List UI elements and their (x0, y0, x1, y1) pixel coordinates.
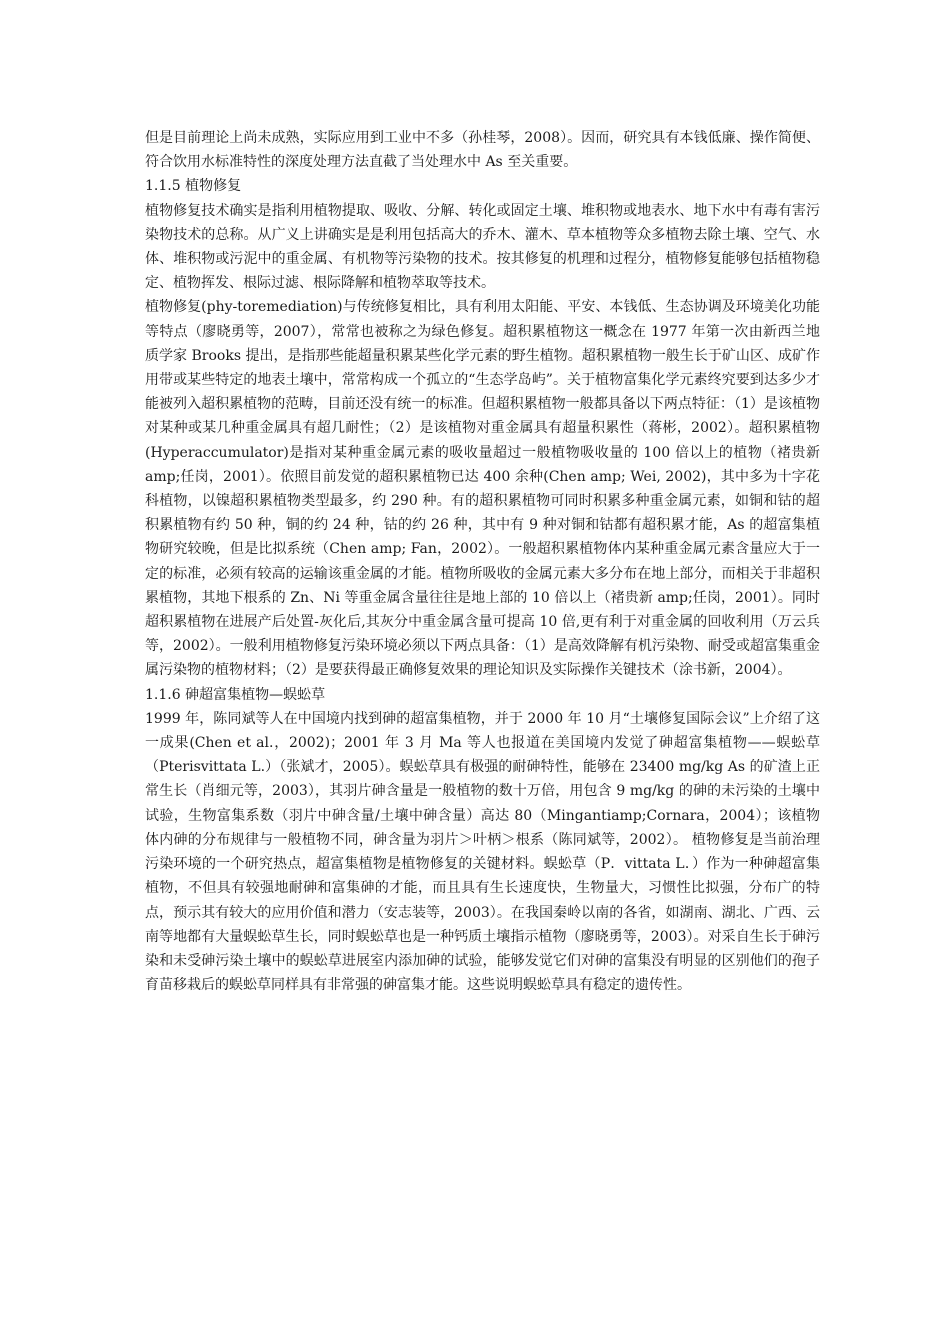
paragraph-phytoremediation-definition: 植物修复技术确实是指利用植物提取、吸收、分解、转化或固定土壤、堆积物或地表水、地下水中有毒有害污染物技术的总称。从广义上讲确实是是利用包括高大的乔木、灌木、草本植物等众多植物去除土壤、空气、水体、堆积物或污泥中的重金属、有机物等污染物的技术。按其修复的机理和过程分，植物修复能够包括植物稳定、植物挥发、根际过滤、根际降解和植物萃取等技术。 (145, 202, 820, 292)
heading-pteris-vittata: 1.1.6 砷超富集植物—蜈蚣草 (145, 686, 326, 703)
paragraph-hyperaccumulators: 植物修复(phy-toremediation)与传统修复相比，具有利用太阳能、平安、本钱低、生态协调及环境美化功能等特点（廖晓勇等，2007），常常也被称之为绿色修复。超积累植物这一概念在 1977 年第一次由新西兰地质学家 Brooks 提出，是指那些能超量积累某些化学元素的野生植物。超积累植物一般生长于矿山区、成矿作用带或某些特定的地表土壤中，常常构成一个孤立的“生态学岛屿”。关于植物富集化学元素终究要到达多少才能被列入超积累植物的范畴，目前还没有统一的标准。但超积累植物一般都具备以下两点特征：（1）是该植物对某种或某几种重金属具有超几耐性；（2）是该植物对重金属具有超量积累性（蒋彬，2002）。超积累植物(Hyperaccumulator)是指对某种重金属元素的吸收量超过一般植物吸收量的 100 倍以上的植物（褚贵新 amp;任岗，2001）。依照目前发觉的超积累植物已达 400 余种(Chen amp; Wei, 2002)，其中多为十字花科植物，以镍超积累植物类型最多，约 290 种。有的超积累植物可同时积累多种重金属元素，如铜和钴的超积累植物有约 50 种，铜的约 24 种，钴的约 26 种，其中有 9 种对铜和钴都有超积累才能，As 的超富集植物研究较晚，但是比拟系统（Chen amp; Fan，2002）。一般超积累植物体内某种重金属元素含量应大于一定的标准，必须有较高的运输该重金属的才能。植物所吸收的金属元素大多分布在地上部分，而相关于非超积累植物，其地下根系的 Zn、Ni 等重金属含量往往是地上部的 10 倍以上（褚贵新 amp;任岗，2001）。同时超积累植物在进展产后处置-灰化后,其灰分中重金属含量可提高 10 倍,更有利于对重金属的回收利用（万云兵等，2002）。一般利用植物修复污染环境必须以下两点具备：（1）是高效降解有机污染物、耐受或超富集重金属污染物的植物材料；（2）是要获得最正确修复效果的理论知识及实际操作关键技术（涂书新，2004）。 (145, 299, 820, 679)
document-page (145, 126, 820, 997)
heading-phytoremediation: 1.1.5 植物修复 (145, 178, 242, 195)
paragraph-pteris-vittata: 1999 年，陈同斌等人在中国境内找到砷的超富集植物，并于 2000 年 10 月“土壤修复国际会议”上介绍了这一成果(Chen et al.，2002)；2001 年 3 月 Ma 等人也报道在美国境内发觉了砷超富集植物——蜈蚣草（Pterisvittata L.）（张斌才，2005）。蜈蚣草具有极强的耐砷特性，能够在 23400 mg/kg As 的矿渣上正常生长（肖细元等，2003），其羽片砷含量是一般植物的数十万倍，用包含 9 mg/kg 的砷的未污染的土壤中试验，生物富集系数（羽片中砷含量/土壤中砷含量）高达 80（Mingantiamp;Cornara，2004）；该植物体内砷的分布规律与一般植物不同，砷含量为羽片＞叶柄＞根系（陈同斌等，2002）。 植物修复是当前治理污染环境的一个研究热点，超富集植物是植物修复的关键材料。蜈蚣草（P．vittata L．）作为一种砷超富集植物，不但具有较强地耐砷和富集砷的才能，而且具有生长速度快，生物量大，习惯性比拟强，分布广的特点，预示其有较大的应用价值和潜力（安志装等，2003）。在我国秦岭以南的各省，如湖南、湖北、广西、云南等地都有大量蜈蚣草生长，同时蜈蚣草也是一种钙质土壤指示植物（廖晓勇等，2003）。对采自生长于砷污染和未受砷污染土壤中的蜈蚣草进展室内添加砷的试验，能够发觉它们对砷的富集没有明显的区别他们的孢子育苗移栽后的蜈蚣草同样具有非常强的砷富集才能。这些说明蜈蚣草具有稳定的遗传性。 (145, 710, 820, 994)
paragraph-arsenic-treatment: 但是目前理论上尚未成熟，实际应用到工业中不多（孙桂琴，2008）。因而，研究具有本钱低廉、操作简便、符合饮用水标准特性的深度处理方法直截了当处理水中 As 至关重要。 (145, 130, 820, 171)
